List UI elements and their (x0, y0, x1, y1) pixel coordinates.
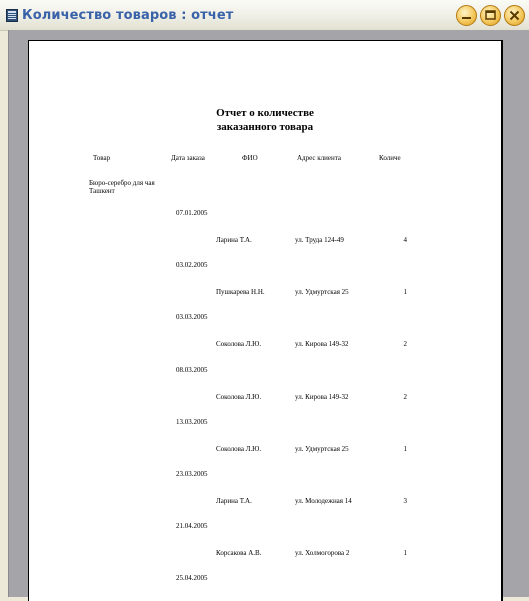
report-title-line1: Отчет о количестве (216, 107, 314, 119)
customer-address: ул. Кирова 149-32 (295, 392, 349, 401)
minimize-button[interactable] (456, 5, 477, 26)
report-title-line2: заказанного товара (216, 121, 314, 133)
title-bar[interactable] (0, 0, 529, 31)
order-date: 07.01.2005 (176, 209, 208, 217)
order-date: 08.03.2005 (176, 365, 208, 374)
order-date: 23.03.2005 (176, 470, 208, 478)
header-address: Адрес клиента (297, 154, 341, 162)
customer-address: ул. Кирова 149-32 (295, 340, 349, 349)
order-quantity: 4 (403, 236, 407, 244)
customer-name: Ларина Т.А. (216, 497, 252, 505)
window-title: Количество товаров : отчет (22, 8, 234, 23)
maximize-icon (481, 6, 500, 25)
order-quantity: 2 (403, 392, 407, 401)
close-icon (505, 6, 524, 25)
header-product: Товар (93, 154, 111, 162)
customer-address: ул. Холмогорова 2 (295, 549, 350, 558)
order-quantity: 1 (403, 444, 407, 453)
order-date: 25.04.2005 (176, 574, 208, 583)
order-quantity: 3 (403, 497, 407, 505)
header-qty: Количе (379, 154, 401, 162)
customer-address: ул. Труда 124-49 (295, 236, 344, 244)
customer-address: ул. Молодежная 14 (295, 497, 352, 505)
order-date: 03.02.2005 (176, 261, 208, 270)
customer-name: Пушкарева Н.Н. (216, 288, 265, 297)
header-fio: ФИО (242, 154, 258, 162)
product-name: Бюро-серебро для чая Ташкент (89, 179, 155, 195)
maximize-button[interactable] (480, 5, 501, 26)
order-quantity: 1 (403, 288, 407, 297)
minimize-icon (457, 6, 476, 25)
customer-name: Соколова Л.Ю. (216, 340, 262, 349)
report-page (28, 40, 501, 601)
order-date: 03.03.2005 (176, 313, 208, 322)
customer-name: Соколова Л.Ю. (216, 392, 262, 401)
close-button[interactable] (504, 5, 525, 26)
order-date: 21.04.2005 (176, 522, 208, 531)
customer-address: ул. Удмуртская 25 (295, 444, 349, 453)
order-date: 13.03.2005 (176, 417, 208, 426)
customer-address: ул. Удмуртская 25 (295, 288, 349, 297)
customer-name: Ларина Т.А. (216, 236, 252, 244)
order-quantity: 1 (403, 549, 407, 558)
report-icon (6, 9, 18, 22)
customer-name: Соколова Л.Ю. (216, 444, 262, 453)
customer-name: Корсакова А.В. (216, 549, 262, 558)
order-quantity: 2 (403, 340, 407, 349)
header-date: Дата заказа (171, 154, 205, 162)
